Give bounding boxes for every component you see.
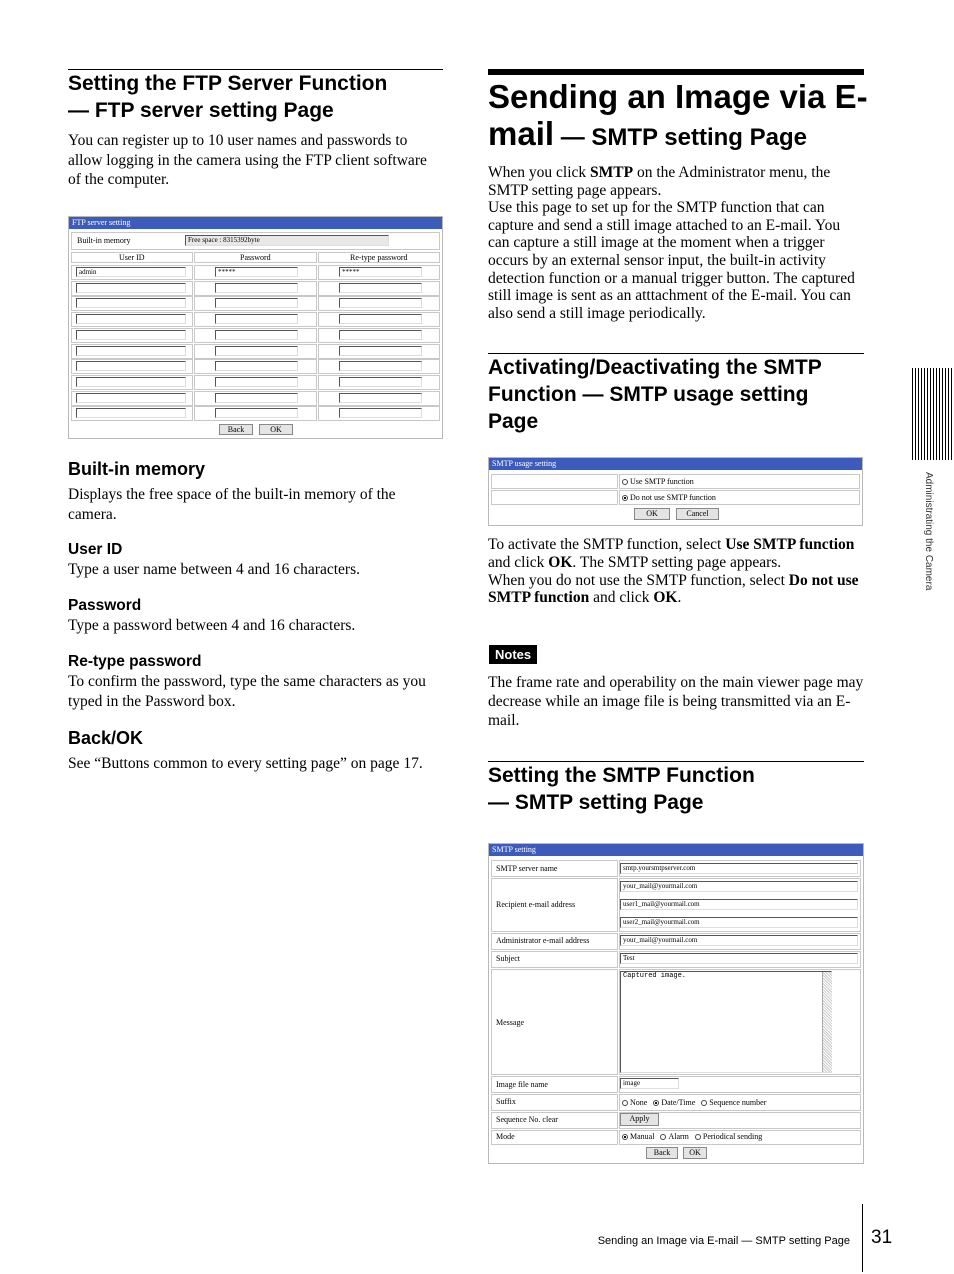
usage-screen-title: SMTP usage setting	[489, 458, 862, 470]
seqclear-label: Sequence No. clear	[496, 1115, 558, 1124]
sidebar-tab	[923, 472, 935, 622]
act-p2-d: OK	[653, 589, 678, 607]
opt-use-smtp[interactable]	[622, 477, 694, 487]
userid-heading: User ID	[68, 541, 123, 558]
message-textarea[interactable]: Captured image.	[620, 971, 832, 1073]
server-input[interactable]: smtp.yoursmtpserver.com	[620, 863, 858, 874]
intro-p1-b: SMTP	[590, 164, 634, 181]
title-thick-rule	[488, 69, 864, 75]
act-p1-e: . The SMTP setting page appears.	[572, 553, 782, 571]
free-space-field: Free space : 8315392byte	[185, 235, 389, 246]
retype-password-input[interactable]	[339, 346, 422, 356]
retype-heading: Re-type password	[68, 653, 202, 670]
ftp-heading-line2: — FTP server setting Page	[68, 99, 334, 122]
mode-periodical-label: Periodical sending	[702, 1132, 763, 1141]
intro-p1-c: on the Administrator menu, the SMTP setting page appears.	[488, 164, 831, 199]
recipient-label: Recipient e-mail address	[496, 900, 576, 909]
subject-input[interactable]: Test	[620, 953, 858, 964]
user-id-input[interactable]	[76, 408, 186, 418]
act-p2-a: When you do not use the SMTP function, select	[488, 571, 789, 589]
ftp-heading-line1: Setting the FTP Server Function	[68, 72, 388, 95]
password-input[interactable]	[215, 408, 298, 418]
smtp-screen-title: SMTP setting	[489, 844, 863, 856]
intro-paragraph-2: Use this page to set up for the SMTP function that can capture and send a still image attached to an E-mail. You can capture a still image at the moment when a trigger occurs by an external sensor input, the built-in activity detection function or a manual trigger button. The captured still image is sent as an atttachment of the E-mail. You can also send a still image periodically.	[488, 199, 855, 322]
radio-icon[interactable]	[622, 479, 628, 485]
mode-alarm-radio[interactable]	[660, 1134, 666, 1140]
suffix-datetime-label: Date/Time	[661, 1098, 696, 1107]
mode-alarm-label: Alarm	[668, 1132, 689, 1141]
password-input[interactable]	[215, 361, 298, 371]
activate-text	[488, 536, 864, 607]
message-label: Message	[496, 1018, 524, 1027]
backok-text: See “Buttons common to every setting page” on page 17.	[68, 755, 423, 772]
password-input[interactable]: *****	[215, 267, 298, 277]
footer-divider	[862, 1204, 863, 1272]
suffix-none-label: None	[630, 1098, 648, 1107]
user-id-input[interactable]	[76, 393, 186, 403]
suffix-none-radio[interactable]	[622, 1100, 628, 1106]
user-id-input[interactable]	[76, 283, 186, 293]
backok-heading: Back/OK	[68, 728, 144, 748]
suffix-seq-label: Sequence number	[709, 1098, 767, 1107]
ftp-section-heading	[68, 70, 448, 124]
admin-email-input[interactable]: your_mail@yourmail.com	[620, 935, 858, 946]
intro-p1-a: When you click	[488, 164, 591, 181]
notes-text: The frame rate and operability on the main viewer page may decrease while an image file is being transmitted via an E-mail.	[488, 674, 864, 729]
smtp-setting-heading	[488, 762, 864, 816]
password-input[interactable]	[215, 330, 298, 340]
retype-password-input[interactable]	[339, 361, 422, 371]
smtp-back-button[interactable]: Back	[646, 1147, 678, 1159]
builtin-text: Displays the free space of the built-in memory of the camera.	[68, 486, 396, 523]
retype-password-input[interactable]	[339, 377, 422, 387]
act-p2-e: .	[677, 589, 682, 607]
opt-use-label: Use SMTP function	[630, 477, 694, 486]
intro-paragraph-1	[488, 164, 864, 199]
mode-manual-label: Manual	[630, 1132, 655, 1141]
retype-text: To confirm the password, type the same characters as you typed in the Password box.	[68, 673, 426, 710]
activate-paragraph-1	[488, 536, 864, 572]
ftp-screen-title: FTP server setting	[69, 217, 442, 229]
act-p2-c: and click	[589, 589, 654, 607]
builtin-label: Built-in memory	[77, 236, 131, 245]
recipient-input-2[interactable]: user1_mail@yourmail.com	[620, 899, 858, 910]
page-main-title	[488, 78, 868, 159]
set-heading-line2: — SMTP setting Page	[488, 791, 704, 814]
usage-cell	[491, 490, 618, 505]
suffix-label: Suffix	[496, 1097, 516, 1106]
retype-password-input[interactable]: *****	[339, 267, 422, 277]
retype-password-input[interactable]	[339, 314, 422, 324]
ftp-setting-screenshot	[68, 216, 443, 439]
server-label: SMTP server name	[496, 864, 558, 873]
user-id-input[interactable]: admin	[76, 267, 186, 277]
ftp-ok-button[interactable]: OK	[259, 424, 293, 435]
activate-heading: Activating/Deactivating the SMTP Function — SMTP usage setting Page	[488, 356, 822, 433]
filename-label: Image file name	[496, 1080, 548, 1089]
main-title-small: — SMTP setting Page	[554, 124, 807, 151]
password-input[interactable]	[215, 283, 298, 293]
user-id-input[interactable]	[76, 346, 186, 356]
retype-password-input[interactable]	[339, 408, 422, 418]
user-id-input[interactable]	[76, 298, 186, 308]
smtp-usage-screenshot	[488, 457, 863, 526]
mode-label: Mode	[496, 1132, 515, 1141]
notes-label: Notes	[489, 645, 537, 664]
builtin-heading: Built-in memory	[68, 459, 206, 479]
col-retype-header: Re-type password	[350, 253, 408, 262]
act-p1-d: OK	[548, 553, 573, 571]
opt-not-use-smtp[interactable]	[622, 493, 716, 503]
ftp-intro-paragraph: You can register up to 10 user names and passwords to allow logging in the camera using the FTP client software of the computer.	[68, 132, 427, 188]
page-number: 31	[871, 1227, 893, 1248]
usage-ok-button[interactable]: OK	[634, 508, 670, 520]
suffix-options	[622, 1098, 766, 1108]
retype-password-input[interactable]	[339, 393, 422, 403]
smtp-ok-button[interactable]: OK	[683, 1147, 707, 1159]
act-p1-c: and click	[488, 553, 549, 571]
main-title-line1: Sending an Image via E-	[488, 78, 868, 115]
main-title-big: mail	[488, 115, 555, 152]
recipient-input-3[interactable]: user2_mail@yourmail.com	[620, 917, 858, 928]
suffix-datetime-radio[interactable]	[653, 1100, 659, 1106]
user-id-input[interactable]	[76, 330, 186, 340]
col-userid-header: User ID	[119, 253, 145, 262]
retype-password-input[interactable]	[339, 298, 422, 308]
subject-label: Subject	[496, 954, 520, 963]
suffix-seq-radio[interactable]	[701, 1100, 707, 1106]
retype-password-input[interactable]	[339, 283, 422, 293]
retype-password-input[interactable]	[339, 330, 422, 340]
recipient-input-1[interactable]: your_mail@yourmail.com	[620, 881, 858, 892]
set-heading-line1: Setting the SMTP Function	[488, 764, 755, 787]
usage-cancel-button[interactable]: Cancel	[676, 508, 719, 520]
filename-input[interactable]: image	[620, 1078, 679, 1089]
radio-selected-icon[interactable]	[622, 495, 628, 501]
main-title-line2	[488, 116, 868, 159]
usage-cell	[491, 474, 618, 489]
userid-text: Type a user name between 4 and 16 characters.	[68, 561, 360, 578]
act-p1-a: To activate the SMTP function, select	[488, 536, 726, 553]
user-id-input[interactable]	[76, 314, 186, 324]
password-input[interactable]	[215, 377, 298, 387]
admin-email-label: Administrator e-mail address	[496, 936, 590, 945]
password-heading: Password	[68, 597, 142, 614]
mode-periodical-radio[interactable]	[695, 1134, 701, 1140]
password-input[interactable]	[215, 393, 298, 403]
activate-paragraph-2	[488, 572, 864, 608]
sidebar-tab-text: Administrating the Camera	[923, 472, 934, 591]
act-p2-b: Do not use SMTP function	[488, 571, 859, 607]
user-id-input[interactable]	[76, 361, 186, 371]
apply-button[interactable]: Apply	[620, 1113, 659, 1126]
ftp-back-button[interactable]: Back	[219, 424, 253, 435]
section-thumb-tab	[912, 368, 954, 460]
col-password-header: Password	[240, 253, 271, 262]
smtp-setting-screenshot	[488, 843, 864, 1164]
smtp-intro	[488, 164, 864, 322]
running-footer: Sending an Image via E-mail — SMTP setting Page	[597, 1235, 850, 1247]
user-id-input[interactable]	[76, 377, 186, 387]
message-scrollbar[interactable]	[822, 972, 832, 1072]
password-input[interactable]	[215, 346, 298, 356]
password-text: Type a password between 4 and 16 characters.	[68, 617, 356, 634]
mode-manual-radio[interactable]	[622, 1134, 628, 1140]
password-input[interactable]	[215, 298, 298, 308]
mode-options	[622, 1132, 762, 1142]
act-p1-b: Use SMTP function	[725, 536, 855, 553]
password-input[interactable]	[215, 314, 298, 324]
opt-not-label: Do not use SMTP function	[630, 493, 716, 502]
